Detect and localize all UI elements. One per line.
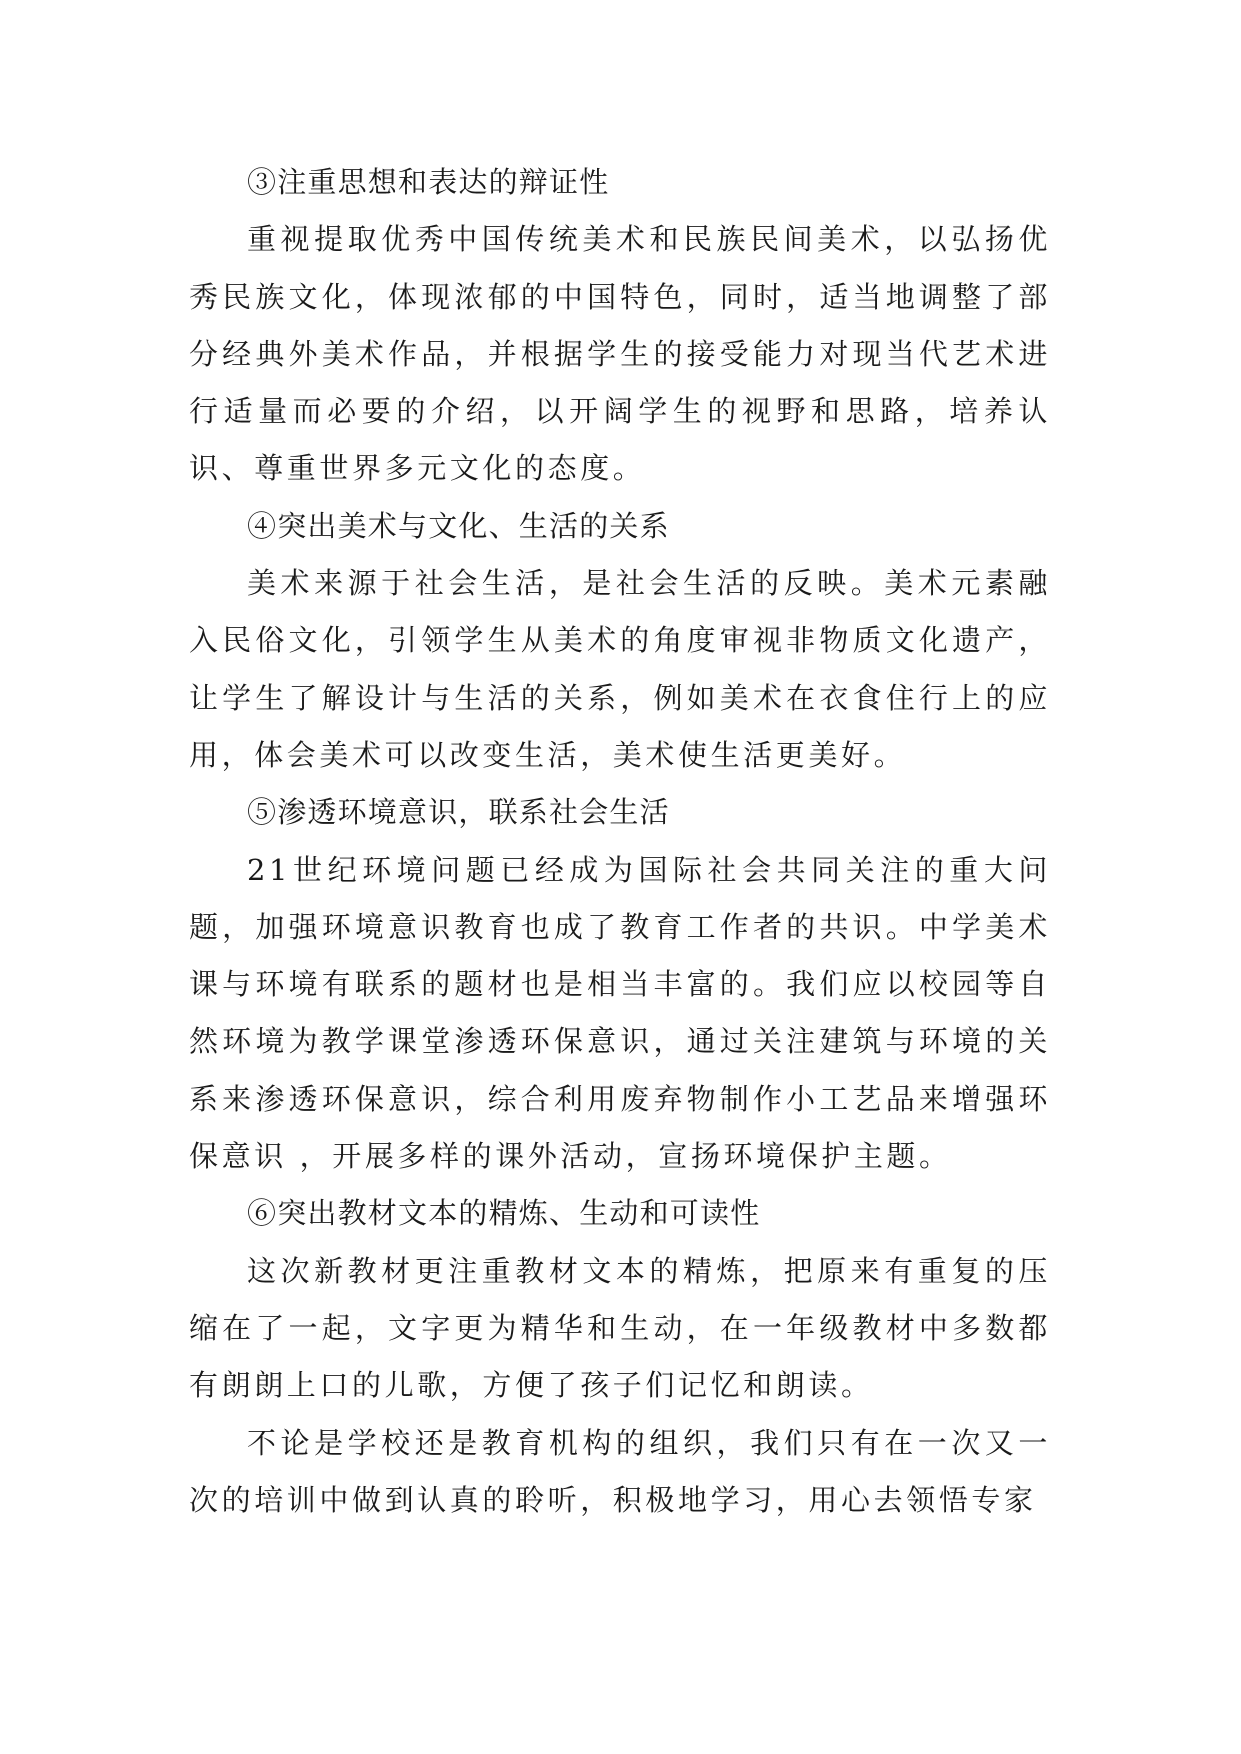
paragraph-environment: 21世纪环境问题已经成为国际社会共同关注的重大问题，加强环境意识教育也成了教育工作者的共识。中学美术课与环境有联系的题材也是相当丰富的。我们应以校园等自然环境为教学课堂渗透环保意识，通过关注建筑与环境的关系来渗透环保意识，综合利用废弃物制作小工艺品来增强环保意识 ，开展多样的课外活动，宣扬环境保护主题。 [189, 852, 1051, 1174]
paragraph-training: 不论是学校还是教育机构的组织，我们只有在一次又一次的培训中做到认真的聆听，积极地学习，用心去领悟专家 [189, 1425, 1051, 1517]
paragraph-art-and-life: 美术来源于社会生活，是社会生活的反映。美术元素融入民俗文化，引领学生从美术的角度审视非物质文化遗产，让学生了解设计与生活的关系，例如美术在衣食住行上的应用，体会美术可以改变生活，美术使生活更美好。 [189, 566, 1051, 772]
section-heading-3: ③注重思想和表达的辩证性 [247, 165, 610, 199]
paragraph-textbook: 这次新教材更注重教材文本的精炼，把原来有重复的压缩在了一起，文字更为精华和生动，在一年级教材中多数都有朗朗上口的儿歌，方便了孩子们记忆和朗读。 [189, 1253, 1051, 1403]
section-heading-4: ④突出美术与文化、生活的关系 [247, 508, 670, 543]
paragraph-traditional-art: 重视提取优秀中国传统美术和民族民间美术，以弘扬优秀民族文化，体现浓郁的中国特色，同时，适当地调整了部分经典外美术作品，并根据学生的接受能力对现当代艺术进行适量而必要的介绍，以开阔学生的视野和思路，培养认识、尊重世界多元文化的态度。 [189, 222, 1051, 486]
section-heading-6: ⑥突出教材文本的精炼、生动和可读性 [247, 1196, 761, 1231]
document-body [189, 154, 1051, 1529]
section-heading-5: ⑤渗透环境意识，联系社会生活 [247, 795, 670, 830]
